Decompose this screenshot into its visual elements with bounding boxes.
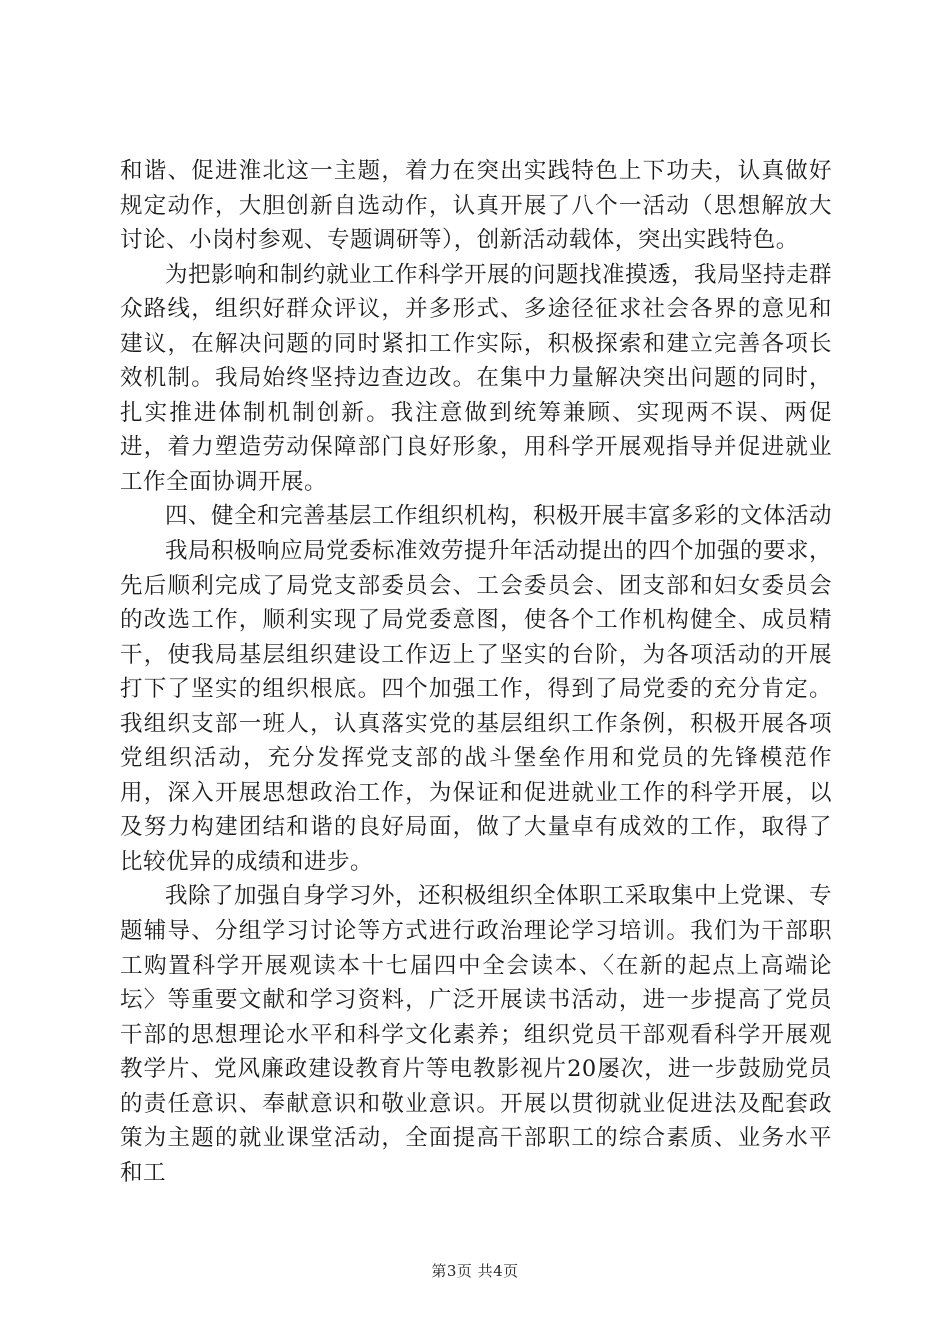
paragraph-continuation: 和谐、促进淮北这一主题，着力在突出实践特色上下功夫，认真做好规定动作，大胆创新自选动作，认真开展了八个一活动（思想解放大讨论、小岗村参观、专题调研等），创新活动载体，突出实践特色。 bbox=[120, 158, 832, 254]
paragraph-problem-solving: 为把影响和制约就业工作科学开展的问题找准摸透，我局坚持走群众路线，组织好群众评议，并多形式、多途径征求社会各界的意见和建议，在解决问题的同时紧扣工作实际，积极探索和建立完善各项长效机制。我局始终坚持边查边改。在集中力量解决突出问题的同时，扎实推进体制机制创新。我注意做到统筹兼顾、实现两不误、两促进，着力塑造劳动保障部门良好形象，用科学开展观指导并促进就业工作全面协调开展。 bbox=[120, 261, 833, 495]
document-body bbox=[120, 154, 832, 1190]
section-heading-four: 四、健全和完善基层工作组织机构，积极开展丰富多彩的文体活动 bbox=[165, 503, 833, 530]
paragraph-study: 我除了加强自身学习外，还积极组织全体职工采取集中上党课、专题辅导、分组学习讨论等方式进行政治理论学习培训。我们为干部职工购置科学开展观读本十七届四中全会读本、〈在新的起点上高端论坛〉等重要文献和学习资料，广泛开展读书活动，进一步提高了党员干部的思想理论水平和科学文化素养；组织党员干部观看科学开展观教学片、党风廉政建设教育片等电教影视片20屡次，进一步鼓励党员的责任意识、奉献意识和敬业意识。开展以贯彻就业促进法及配套政策为主题的就业课堂活动，全面提高干部职工的综合素质、业务水平和工 bbox=[120, 883, 833, 1186]
page-number-footer: 第3页 共4页 bbox=[431, 1262, 519, 1280]
paragraph-organization: 我局积极响应局党委标准效劳提升年活动提出的四个加强的要求，先后顺利完成了局党支部委员会、工会委员会、团支部和妇女委员会的改选工作，顺利实现了局党委意图，使各个工作机构健全、成员精干，使我局基层组织建设工作迈上了坚实的台阶，为各项活动的开展打下了坚实的组织根底。四个加强工作，得到了局党委的充分肯定。我组织支部一班人，认真落实党的基层组织工作条例，积极开展各项党组织活动，充分发挥党支部的战斗堡垒作用和党员的先锋模范作用，深入开展思想政治工作，为保证和促进就业工作的科学开展，以及努力构建团结和谐的良好局面，做了大量卓有成效的工作，取得了比较优异的成绩和进步。 bbox=[120, 538, 833, 875]
